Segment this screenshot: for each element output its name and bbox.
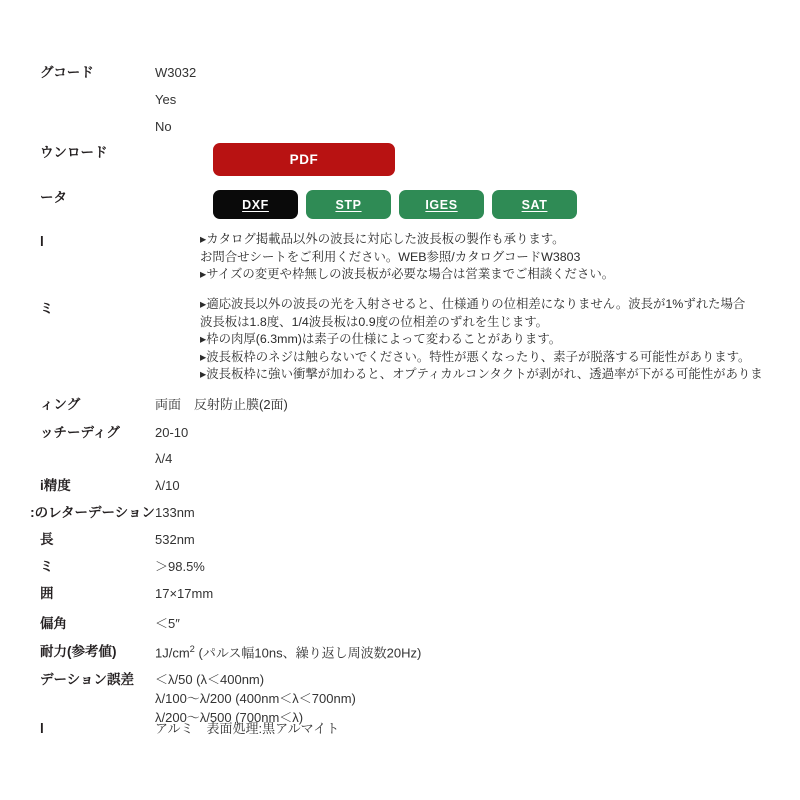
row-transmittance bbox=[0, 557, 800, 577]
order-note-line: お問合せシートをご利用ください。WEB参照/カタログコードW3803 bbox=[200, 249, 581, 264]
label-caution-notes: ミ bbox=[40, 301, 54, 316]
order-note-line: ▸カタログ掲載品以外の波長に対応した波長板の製作も承ります。 bbox=[200, 232, 565, 246]
row-damage-threshold bbox=[0, 642, 800, 663]
caution-notes-block bbox=[200, 296, 800, 384]
value-deviation-angle: ＜5″ bbox=[155, 616, 180, 631]
value-retardation: 133nm bbox=[155, 505, 195, 520]
row-catalog-code bbox=[0, 63, 800, 83]
value-scratch-dig: 20-10 bbox=[155, 425, 189, 440]
label-catalog-code: グコード bbox=[40, 65, 94, 80]
value-frame-material: アルミ 表面処理:黒アルマイト bbox=[155, 721, 340, 736]
cad-button-stp[interactable]: STP bbox=[306, 190, 391, 219]
caution-note-line: ▸波長板枠のネジは触らないでください。特性が悪くなったり、素子が脱落する可能性があります。 bbox=[200, 349, 751, 364]
label-scratch-dig: ッチーディグ bbox=[40, 425, 120, 440]
label-retardation: :のレターデーション bbox=[30, 505, 155, 520]
damage-threshold-prefix: 1J/cm bbox=[155, 645, 190, 661]
cad-button-sat[interactable]: SAT bbox=[492, 190, 577, 219]
label-retardation-error: デーション誤差 bbox=[40, 672, 134, 687]
label-parallelism-accuracy: i精度 bbox=[40, 478, 71, 493]
value-surface-flatness: λ/4 bbox=[155, 451, 173, 466]
row-parallelism-accuracy bbox=[0, 476, 800, 496]
label-damage-threshold: 耐力(参考値) bbox=[40, 644, 117, 659]
value-catalog-code: W3032 bbox=[155, 65, 197, 80]
retardation-error-line: λ/200〜λ/500 (700nm＜λ) bbox=[155, 710, 304, 725]
row-download bbox=[0, 143, 800, 163]
row-deviation-angle bbox=[0, 614, 800, 634]
label-clear-aperture: 囲 bbox=[40, 586, 54, 601]
retardation-error-line: ＜λ/50 (λ＜400nm) bbox=[155, 672, 265, 687]
value-coating: 両面 反射防止膜(2面) bbox=[155, 397, 288, 412]
value-stock-no: No bbox=[155, 119, 172, 134]
cad-button-dxf[interactable]: DXF bbox=[213, 190, 298, 219]
caution-note-line: ▸枠の肉厚(6.3mm)は素子の仕様によって変わることがあります。 bbox=[200, 332, 562, 346]
row-stock-yes bbox=[0, 90, 800, 110]
label-transmittance: ミ bbox=[40, 559, 54, 574]
label-wavelength: 長 bbox=[40, 532, 54, 547]
value-damage-threshold bbox=[155, 642, 800, 663]
row-wavelength bbox=[0, 530, 800, 550]
value-stock-yes: Yes bbox=[155, 92, 177, 107]
caution-note-line: ▸波長板枠に強い衝撃が加わると、オプティカルコンタクトが剥がれ、透過率が下がる可能性がありま bbox=[200, 367, 763, 381]
row-clear-aperture bbox=[0, 584, 800, 604]
order-note-line: ▸サイズの変更や枠無しの波長板が必要な場合は営業までご相談ください。 bbox=[200, 267, 615, 281]
label-frame-material: l bbox=[40, 721, 44, 736]
row-scratch-dig bbox=[0, 423, 800, 443]
download-button-group bbox=[213, 143, 395, 176]
value-wavelength: 532nm bbox=[155, 532, 195, 547]
caution-note-line: 波長板は1.8度、1/4波長板は0.9度の位相差のずれを生じます。 bbox=[200, 314, 549, 329]
label-deviation-angle: 偏角 bbox=[40, 616, 67, 631]
row-surface-flatness bbox=[0, 449, 800, 469]
cad-button-group bbox=[213, 190, 585, 219]
label-cad-data: ータ bbox=[40, 190, 67, 205]
row-coating bbox=[0, 395, 800, 415]
pdf-download-button[interactable]: PDF bbox=[213, 143, 395, 176]
value-clear-aperture: 17×17mm bbox=[155, 586, 214, 601]
caution-note-line: ▸適応波長以外の波長の光を入射させると、仕様通りの位相差になりません。波長が1%ずれた場合 bbox=[200, 297, 746, 311]
cad-button-iges[interactable]: IGES bbox=[399, 190, 484, 219]
order-notes-block bbox=[200, 231, 800, 284]
label-order-notes: l bbox=[40, 234, 44, 249]
row-retardation bbox=[0, 503, 800, 523]
damage-threshold-suffix: (パルス幅10ns、繰り返し周波数20Hz) bbox=[194, 645, 422, 661]
damage-threshold-exponent: 2 bbox=[189, 644, 195, 654]
retardation-error-line: λ/100〜λ/200 (400nm＜λ＜700nm) bbox=[155, 691, 356, 706]
label-coating: ィング bbox=[40, 397, 81, 412]
value-transmittance: ＞98.5% bbox=[155, 559, 205, 574]
value-parallelism-accuracy: λ/10 bbox=[155, 478, 180, 493]
label-download: ウンロード bbox=[40, 145, 108, 160]
row-stock-no bbox=[0, 117, 800, 137]
row-frame-material bbox=[0, 719, 800, 739]
